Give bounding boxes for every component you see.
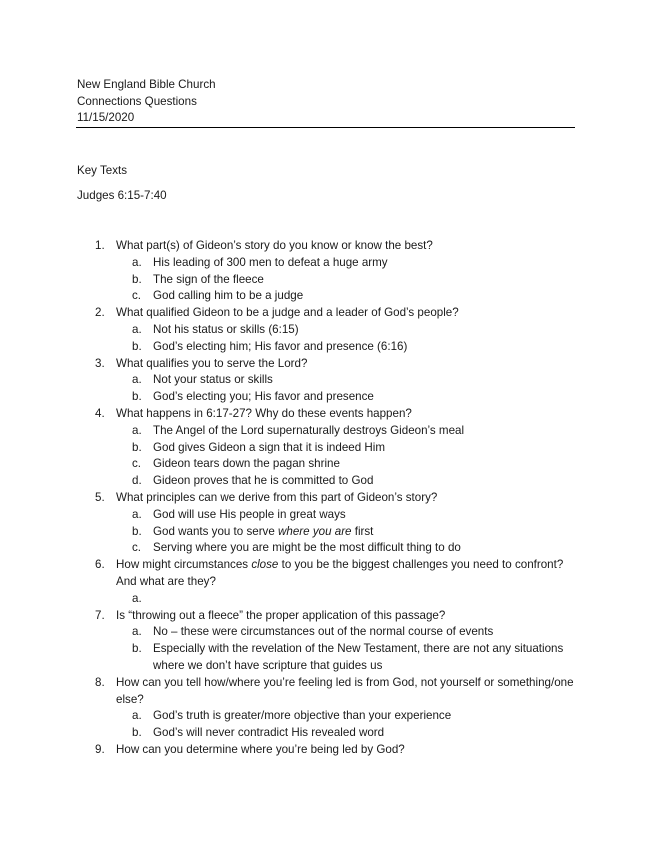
question-item	[0, 742, 576, 759]
answer-letter: b.	[132, 440, 142, 454]
question-number: 2.	[95, 306, 105, 320]
answer-item	[116, 372, 576, 389]
answer-letter: b.	[132, 339, 142, 353]
answer-list	[116, 624, 576, 674]
document-header	[77, 77, 216, 127]
answer-item	[116, 624, 576, 641]
answer-list	[116, 423, 576, 490]
answer-letter: b.	[132, 390, 142, 404]
answer-item	[116, 389, 576, 406]
answer-text: Gideon proves that he is committed to God	[153, 474, 374, 488]
answer-text: God gives Gideon a sign that it is indeed Him	[153, 440, 385, 454]
question-number: 3.	[95, 356, 105, 370]
question-number: 6.	[95, 558, 105, 572]
question-item	[0, 675, 576, 742]
answer-text: God calling him to be a judge	[153, 289, 304, 303]
answer-letter: b.	[132, 642, 142, 656]
question-number: 1.	[95, 239, 105, 252]
answer-text: His leading of 300 men to defeat a huge army	[153, 255, 388, 269]
question-item	[0, 490, 576, 557]
answer-letter: b.	[132, 726, 142, 740]
answer-letter: a.	[132, 322, 142, 336]
answer-item	[116, 255, 576, 272]
answer-text: No – these were circumstances out of the normal course of events	[153, 625, 494, 639]
answer-letter: a.	[132, 255, 142, 269]
question-text: Is “throwing out a fleece” the proper application of this passage?	[116, 608, 446, 622]
answer-item	[116, 339, 576, 356]
question-text: How can you tell how/where you’re feeling led is from God, not yourself or something/one else?	[116, 675, 574, 706]
answer-letter: a.	[132, 625, 142, 639]
church-name: New England Bible Church	[77, 78, 216, 91]
answer-item	[116, 725, 576, 742]
question-text-after: to you be the biggest challenges you need to confront? And what are they?	[116, 558, 564, 588]
answer-item	[116, 440, 576, 457]
answer-text: The sign of the fleece	[153, 272, 264, 286]
question-text: What principles can we derive from this part of Gideon’s story?	[116, 490, 438, 504]
question-number: 5.	[95, 490, 105, 504]
question-item	[0, 356, 576, 406]
question-text: What happens in 6:17-27? Why do these events happen?	[116, 406, 412, 420]
question-item	[0, 608, 576, 675]
header-divider	[76, 127, 575, 128]
answer-item	[116, 473, 576, 490]
answer-item	[116, 540, 576, 557]
document-date: 11/15/2020	[77, 111, 135, 125]
question-number: 4.	[95, 406, 105, 420]
answer-text: God will use His people in great ways	[153, 507, 346, 521]
answer-text: God’s electing you; His favor and presence	[153, 390, 374, 404]
answer-letter: c.	[132, 457, 142, 471]
answer-item	[116, 641, 576, 675]
answer-letter: a.	[132, 507, 142, 521]
answer-text-before: God wants you to serve	[153, 524, 279, 538]
question-number: 8.	[95, 675, 105, 689]
answer-item	[116, 423, 576, 440]
answer-list	[116, 322, 576, 356]
answer-text: The Angel of the Lord supernaturally destroys Gideon’s meal	[153, 423, 465, 437]
answer-item	[116, 456, 576, 473]
questions-list	[0, 238, 650, 759]
answer-text-after: first	[351, 524, 374, 538]
answer-letter: a.	[132, 423, 142, 437]
answer-text: God’s electing him; His favor and presence (6:16)	[153, 339, 408, 353]
answer-letter: d.	[132, 474, 142, 488]
answer-text: Serving where you are might be the most difficult thing to do	[153, 541, 461, 555]
question-item	[0, 557, 576, 607]
answer-item	[116, 708, 576, 725]
answer-letter: b.	[132, 524, 142, 538]
answer-letter: a.	[132, 709, 142, 723]
question-text-emphasis: close	[251, 558, 279, 572]
question-item	[0, 406, 576, 490]
question-text: What qualified Gideon to be a judge and a leader of God’s people?	[116, 306, 459, 320]
question-number: 7.	[95, 608, 105, 622]
document-title: Connections Questions	[77, 94, 197, 108]
question-text: What part(s) of Gideon’s story do you know or know the best?	[116, 239, 433, 252]
question-item	[0, 305, 576, 355]
answer-item	[116, 272, 576, 289]
question-text-before: How might circumstances	[116, 558, 252, 572]
answer-item	[116, 507, 576, 524]
answer-list	[116, 255, 576, 305]
answer-list	[116, 591, 576, 608]
answer-item	[116, 524, 576, 541]
question-text: What qualifies you to serve the Lord?	[116, 356, 308, 370]
answer-letter: a.	[132, 591, 142, 605]
answer-item	[116, 322, 576, 339]
answer-letter: a.	[132, 373, 142, 387]
answer-text: Not his status or skills (6:15)	[153, 322, 299, 336]
answer-list	[116, 507, 576, 557]
answer-letter: c.	[132, 289, 142, 303]
answer-text: Especially with the revelation of the New Testament, there are not any situations where we don’t have scripture that guides us	[153, 642, 564, 672]
answer-letter: b.	[132, 272, 142, 286]
key-texts-label: Key Texts	[77, 164, 128, 177]
question-item	[0, 238, 576, 305]
answer-text: God’s will never contradict His revealed word	[153, 726, 385, 740]
answer-text: God’s truth is greater/more objective than your experience	[153, 709, 452, 723]
answer-list	[116, 708, 576, 742]
answer-text-emphasis: where you are	[278, 524, 352, 538]
answer-letter: c.	[132, 541, 142, 555]
answer-item	[116, 591, 576, 608]
question-number: 9.	[95, 742, 105, 756]
answer-text: Not your status or skills	[153, 373, 273, 387]
answer-item	[116, 288, 576, 305]
answer-list	[116, 372, 576, 406]
passage-reference: Judges 6:15-7:40	[77, 189, 167, 202]
question-text: How can you determine where you’re being led by God?	[116, 742, 405, 756]
answer-text: Gideon tears down the pagan shrine	[153, 457, 340, 471]
